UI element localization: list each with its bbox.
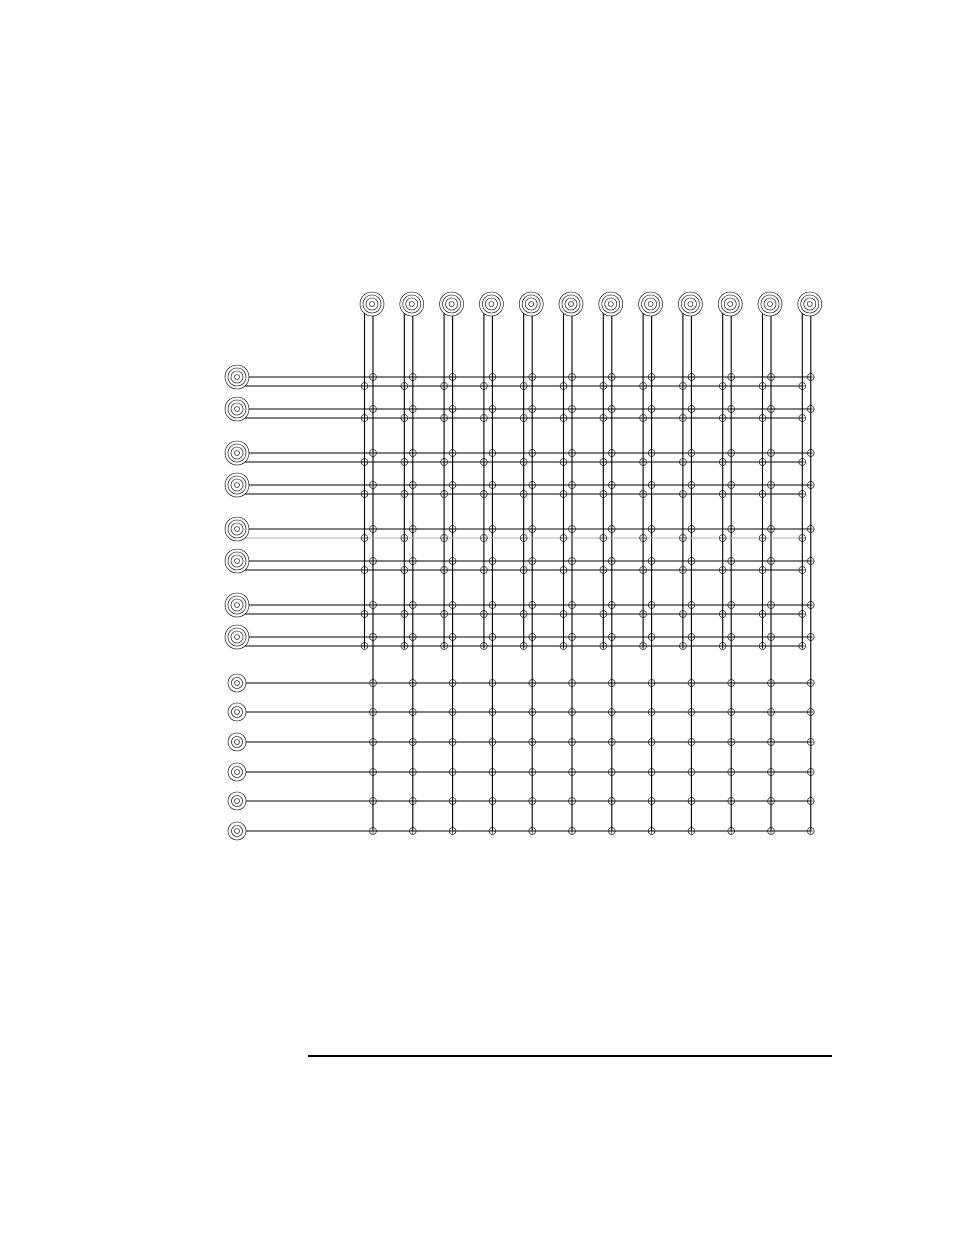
- junction-s3-c9: [688, 739, 695, 746]
- junction-r5-c12: [807, 526, 814, 533]
- junction-lower-r5-c7: [600, 535, 607, 542]
- junction-lower-r2-c9: [680, 415, 687, 422]
- junction-lower-r3-c12: [799, 459, 806, 466]
- junction-r1-c1: [370, 374, 377, 381]
- junction-r3-c4: [489, 450, 496, 457]
- junction-lower-r5-c3: [441, 535, 448, 542]
- junction-r3-c12: [807, 450, 814, 457]
- junction-r3-c7: [608, 450, 615, 457]
- junction-lower-r5-c8: [640, 535, 647, 542]
- junction-lower-r3-c3: [441, 459, 448, 466]
- junction-s3-c5: [529, 739, 536, 746]
- junction-r5-c9: [688, 526, 695, 533]
- junction-r8-c7: [608, 634, 615, 641]
- junction-r3-c8: [648, 450, 655, 457]
- junction-lower-r3-c7: [600, 459, 607, 466]
- junction-lower-r1-c2: [401, 383, 408, 390]
- junction-r5-c1: [370, 526, 377, 533]
- junction-r6-c2: [409, 558, 416, 565]
- single-row-terminal-3: [228, 733, 246, 751]
- column-terminal-11: [758, 292, 782, 316]
- junction-r2-c9: [688, 406, 695, 413]
- junction-lower-r6-c1: [361, 567, 368, 574]
- junction-r6-c10: [728, 558, 735, 565]
- junction-lower-r6-c9: [680, 567, 687, 574]
- junction-r1-c4: [489, 374, 496, 381]
- junction-lower-r8-c4: [481, 643, 488, 650]
- junction-r7-c8: [648, 602, 655, 609]
- junction-s2-c10: [728, 709, 735, 716]
- junction-s5-c10: [728, 798, 735, 805]
- junction-s3-c10: [728, 739, 735, 746]
- junction-r2-c11: [768, 406, 775, 413]
- junction-s2-c5: [529, 709, 536, 716]
- junction-s4-c8: [648, 769, 655, 776]
- junction-lower-r8-c2: [401, 643, 408, 650]
- junction-s6-c6: [569, 828, 576, 835]
- junction-s4-c5: [529, 769, 536, 776]
- junction-lower-r1-c11: [759, 383, 766, 390]
- row-terminal-2: [225, 397, 249, 421]
- junction-s5-c7: [608, 798, 615, 805]
- junction-r7-c7: [608, 602, 615, 609]
- junction-lower-r6-c12: [799, 567, 806, 574]
- junction-s3-c3: [449, 739, 456, 746]
- junction-lower-r4-c12: [799, 491, 806, 498]
- junction-s1-c5: [529, 680, 536, 687]
- single-row-terminal-5: [228, 792, 246, 810]
- junction-lower-r6-c10: [719, 567, 726, 574]
- column-terminal-9: [678, 292, 702, 316]
- junction-s6-c8: [648, 828, 655, 835]
- junction-r8-c11: [768, 634, 775, 641]
- junction-s2-c11: [768, 709, 775, 716]
- junction-r4-c4: [489, 482, 496, 489]
- junction-s5-c11: [768, 798, 775, 805]
- junction-s3-c1: [370, 739, 377, 746]
- junction-lower-r7-c4: [481, 611, 488, 618]
- junction-s1-c11: [768, 680, 775, 687]
- junction-lower-r4-c10: [719, 491, 726, 498]
- junction-r2-c8: [648, 406, 655, 413]
- junction-r6-c5: [529, 558, 536, 565]
- junction-s4-c11: [768, 769, 775, 776]
- junction-s4-c6: [569, 769, 576, 776]
- junction-r4-c1: [370, 482, 377, 489]
- junction-s6-c9: [688, 828, 695, 835]
- junction-lower-r7-c12: [799, 611, 806, 618]
- junction-r4-c3: [449, 482, 456, 489]
- junction-lower-r4-c7: [600, 491, 607, 498]
- junction-lower-r7-c10: [719, 611, 726, 618]
- junction-lower-r5-c10: [719, 535, 726, 542]
- junction-s1-c7: [608, 680, 615, 687]
- junction-lower-r6-c11: [759, 567, 766, 574]
- junction-s6-c2: [409, 828, 416, 835]
- junction-s4-c4: [489, 769, 496, 776]
- junction-r8-c1: [370, 634, 377, 641]
- single-row-terminal-2: [228, 703, 246, 721]
- junction-lower-r4-c1: [361, 491, 368, 498]
- junction-r3-c9: [688, 450, 695, 457]
- single-row-terminal-4: [228, 763, 246, 781]
- column-terminal-7: [599, 292, 623, 316]
- junction-lower-r8-c1: [361, 643, 368, 650]
- junction-lower-r2-c2: [401, 415, 408, 422]
- junction-lower-r8-c9: [680, 643, 687, 650]
- junction-r5-c8: [648, 526, 655, 533]
- junction-s2-c8: [648, 709, 655, 716]
- junction-lower-r2-c10: [719, 415, 726, 422]
- junction-lower-r8-c5: [520, 643, 527, 650]
- junction-lower-r2-c4: [481, 415, 488, 422]
- junction-lower-r3-c9: [680, 459, 687, 466]
- junction-r5-c7: [608, 526, 615, 533]
- column-terminal-5: [519, 292, 543, 316]
- junction-s4-c7: [608, 769, 615, 776]
- junction-r3-c2: [409, 450, 416, 457]
- junction-lower-r6-c7: [600, 567, 607, 574]
- junction-lower-r6-c5: [520, 567, 527, 574]
- junction-r8-c4: [489, 634, 496, 641]
- junction-lower-r7-c2: [401, 611, 408, 618]
- junction-s6-c1: [370, 828, 377, 835]
- junction-r1-c10: [728, 374, 735, 381]
- junction-s1-c3: [449, 680, 456, 687]
- junction-s1-c9: [688, 680, 695, 687]
- junction-s2-c6: [569, 709, 576, 716]
- junction-lower-r6-c2: [401, 567, 408, 574]
- junction-s3-c8: [648, 739, 655, 746]
- junction-r7-c3: [449, 602, 456, 609]
- junction-r4-c8: [648, 482, 655, 489]
- junction-lower-r6-c4: [481, 567, 488, 574]
- junction-lower-r1-c6: [560, 383, 567, 390]
- junction-r1-c9: [688, 374, 695, 381]
- junction-r6-c6: [569, 558, 576, 565]
- junction-r7-c4: [489, 602, 496, 609]
- junction-r7-c1: [370, 602, 377, 609]
- junction-r4-c10: [728, 482, 735, 489]
- junction-s5-c4: [489, 798, 496, 805]
- footer-rule: [308, 1055, 832, 1057]
- junction-lower-r2-c5: [520, 415, 527, 422]
- junction-lower-r3-c8: [640, 459, 647, 466]
- junction-lower-r1-c3: [441, 383, 448, 390]
- column-terminal-8: [639, 292, 663, 316]
- row-terminal-3: [225, 441, 249, 465]
- junction-s5-c2: [409, 798, 416, 805]
- junction-s1-c2: [409, 680, 416, 687]
- junction-r2-c12: [807, 406, 814, 413]
- junction-lower-r8-c12: [799, 643, 806, 650]
- row-terminal-6: [225, 549, 249, 573]
- junction-lower-r1-c12: [799, 383, 806, 390]
- junction-r8-c10: [728, 634, 735, 641]
- junction-s6-c12: [807, 828, 814, 835]
- junction-s3-c12: [807, 739, 814, 746]
- junction-r2-c4: [489, 406, 496, 413]
- junction-lower-r3-c10: [719, 459, 726, 466]
- junction-lower-r3-c1: [361, 459, 368, 466]
- junction-r5-c11: [768, 526, 775, 533]
- junction-s2-c1: [370, 709, 377, 716]
- junction-s2-c7: [608, 709, 615, 716]
- junction-s3-c11: [768, 739, 775, 746]
- junction-r8-c12: [807, 634, 814, 641]
- junction-r1-c3: [449, 374, 456, 381]
- junction-lower-r4-c2: [401, 491, 408, 498]
- junction-r7-c10: [728, 602, 735, 609]
- junction-r5-c3: [449, 526, 456, 533]
- junction-lower-r3-c2: [401, 459, 408, 466]
- row-terminal-8: [225, 625, 249, 649]
- row-terminal-7: [225, 593, 249, 617]
- junction-r2-c6: [569, 406, 576, 413]
- junction-lower-r6-c6: [560, 567, 567, 574]
- junction-lower-r4-c8: [640, 491, 647, 498]
- junction-r4-c11: [768, 482, 775, 489]
- junction-s1-c1: [370, 680, 377, 687]
- junction-r6-c8: [648, 558, 655, 565]
- junction-s1-c8: [648, 680, 655, 687]
- junction-r6-c1: [370, 558, 377, 565]
- junction-s3-c6: [569, 739, 576, 746]
- junction-r7-c2: [409, 602, 416, 609]
- junction-s2-c3: [449, 709, 456, 716]
- junction-r3-c6: [569, 450, 576, 457]
- junction-s2-c12: [807, 709, 814, 716]
- junction-r3-c10: [728, 450, 735, 457]
- junction-lower-r4-c4: [481, 491, 488, 498]
- junction-r3-c5: [529, 450, 536, 457]
- junction-s5-c9: [688, 798, 695, 805]
- junction-lower-r1-c1: [361, 383, 368, 390]
- junction-r7-c11: [768, 602, 775, 609]
- junction-lower-r5-c6: [560, 535, 567, 542]
- junction-r1-c11: [768, 374, 775, 381]
- junction-r6-c7: [608, 558, 615, 565]
- junction-lower-r5-c12: [799, 535, 806, 542]
- junction-r7-c12: [807, 602, 814, 609]
- junction-lower-r5-c2: [401, 535, 408, 542]
- junction-r5-c6: [569, 526, 576, 533]
- column-terminal-10: [718, 292, 742, 316]
- junction-lower-r1-c10: [719, 383, 726, 390]
- junction-r1-c8: [648, 374, 655, 381]
- junction-r2-c1: [370, 406, 377, 413]
- column-terminal-12: [798, 292, 822, 316]
- junction-lower-r2-c1: [361, 415, 368, 422]
- junction-lower-r2-c7: [600, 415, 607, 422]
- junction-s6-c7: [608, 828, 615, 835]
- junction-s3-c4: [489, 739, 496, 746]
- junction-lower-r4-c3: [441, 491, 448, 498]
- junction-s1-c10: [728, 680, 735, 687]
- junction-lower-r8-c11: [759, 643, 766, 650]
- junction-s6-c3: [449, 828, 456, 835]
- junction-s6-c5: [529, 828, 536, 835]
- junction-r6-c12: [807, 558, 814, 565]
- junction-lower-r5-c11: [759, 535, 766, 542]
- junction-r2-c3: [449, 406, 456, 413]
- junction-lower-r7-c11: [759, 611, 766, 618]
- junction-s6-c4: [489, 828, 496, 835]
- junction-r7-c6: [569, 602, 576, 609]
- junction-lower-r3-c11: [759, 459, 766, 466]
- junction-s5-c8: [648, 798, 655, 805]
- row-terminal-1: [225, 365, 249, 389]
- junction-r2-c7: [608, 406, 615, 413]
- junction-r4-c12: [807, 482, 814, 489]
- junction-lower-r3-c4: [481, 459, 488, 466]
- junction-lower-r4-c11: [759, 491, 766, 498]
- junction-r8-c5: [529, 634, 536, 641]
- junction-r7-c9: [688, 602, 695, 609]
- junction-r1-c6: [569, 374, 576, 381]
- junction-lower-r3-c5: [520, 459, 527, 466]
- junction-r3-c11: [768, 450, 775, 457]
- column-terminal-3: [440, 292, 464, 316]
- junction-lower-r4-c9: [680, 491, 687, 498]
- junction-r5-c4: [489, 526, 496, 533]
- junction-r4-c9: [688, 482, 695, 489]
- junction-s2-c2: [409, 709, 416, 716]
- junction-r5-c5: [529, 526, 536, 533]
- junction-lower-r6-c3: [441, 567, 448, 574]
- junction-r2-c5: [529, 406, 536, 413]
- junction-r2-c10: [728, 406, 735, 413]
- junction-s5-c6: [569, 798, 576, 805]
- junction-s1-c4: [489, 680, 496, 687]
- junction-r8-c6: [569, 634, 576, 641]
- junction-r1-c12: [807, 374, 814, 381]
- junction-s2-c9: [688, 709, 695, 716]
- junction-r3-c1: [370, 450, 377, 457]
- junction-r2-c2: [409, 406, 416, 413]
- junction-lower-r7-c3: [441, 611, 448, 618]
- junction-s4-c12: [807, 769, 814, 776]
- junction-r6-c11: [768, 558, 775, 565]
- junction-s4-c2: [409, 769, 416, 776]
- junction-s4-c3: [449, 769, 456, 776]
- junction-r6-c3: [449, 558, 456, 565]
- junction-lower-r3-c6: [560, 459, 567, 466]
- junction-s3-c2: [409, 739, 416, 746]
- junction-lower-r2-c6: [560, 415, 567, 422]
- junction-r6-c9: [688, 558, 695, 565]
- junction-s4-c1: [370, 769, 377, 776]
- junction-lower-r8-c7: [600, 643, 607, 650]
- row-terminal-5: [225, 517, 249, 541]
- junction-lower-r4-c5: [520, 491, 527, 498]
- junction-lower-r8-c6: [560, 643, 567, 650]
- junction-lower-r7-c1: [361, 611, 368, 618]
- junction-s2-c4: [489, 709, 496, 716]
- junction-lower-r7-c7: [600, 611, 607, 618]
- junction-lower-r1-c8: [640, 383, 647, 390]
- junction-s4-c9: [688, 769, 695, 776]
- junction-r5-c10: [728, 526, 735, 533]
- junction-lower-r1-c7: [600, 383, 607, 390]
- junction-r3-c3: [449, 450, 456, 457]
- junction-lower-r8-c3: [441, 643, 448, 650]
- junction-lower-r7-c6: [560, 611, 567, 618]
- junction-s5-c1: [370, 798, 377, 805]
- single-row-terminal-1: [228, 674, 246, 692]
- junction-lower-r8-c10: [719, 643, 726, 650]
- junction-s5-c3: [449, 798, 456, 805]
- junction-s1-c6: [569, 680, 576, 687]
- junction-lower-r2-c3: [441, 415, 448, 422]
- junction-r8-c2: [409, 634, 416, 641]
- junction-r4-c7: [608, 482, 615, 489]
- junction-lower-r6-c8: [640, 567, 647, 574]
- row-terminal-4: [225, 473, 249, 497]
- junction-r8-c8: [648, 634, 655, 641]
- junction-lower-r1-c9: [680, 383, 687, 390]
- junction-lower-r7-c9: [680, 611, 687, 618]
- junction-lower-r5-c5: [520, 535, 527, 542]
- junction-s1-c12: [807, 680, 814, 687]
- junction-lower-r2-c11: [759, 415, 766, 422]
- junction-lower-r8-c8: [640, 643, 647, 650]
- junction-lower-r4-c6: [560, 491, 567, 498]
- column-terminal-6: [559, 292, 583, 316]
- junction-lower-r2-c8: [640, 415, 647, 422]
- junction-lower-r5-c1: [361, 535, 368, 542]
- junction-s4-c10: [728, 769, 735, 776]
- junction-r4-c2: [409, 482, 416, 489]
- junction-s5-c5: [529, 798, 536, 805]
- junction-r1-c5: [529, 374, 536, 381]
- junction-lower-r7-c5: [520, 611, 527, 618]
- single-row-terminal-6: [228, 822, 246, 840]
- junction-r6-c4: [489, 558, 496, 565]
- junction-lower-r5-c9: [680, 535, 687, 542]
- column-terminal-4: [479, 292, 503, 316]
- junction-lower-r7-c8: [640, 611, 647, 618]
- junction-lower-r5-c4: [481, 535, 488, 542]
- junction-r8-c9: [688, 634, 695, 641]
- junction-s5-c12: [807, 798, 814, 805]
- junction-r4-c5: [529, 482, 536, 489]
- junction-r4-c6: [569, 482, 576, 489]
- junction-r1-c2: [409, 374, 416, 381]
- junction-lower-r2-c12: [799, 415, 806, 422]
- column-terminal-1: [360, 292, 384, 316]
- junction-s3-c7: [608, 739, 615, 746]
- junction-lower-r1-c4: [481, 383, 488, 390]
- junction-r8-c3: [449, 634, 456, 641]
- junction-r7-c5: [529, 602, 536, 609]
- column-terminal-2: [400, 292, 424, 316]
- junction-r5-c2: [409, 526, 416, 533]
- junction-s6-c10: [728, 828, 735, 835]
- junction-layer: [361, 374, 814, 835]
- junction-r1-c7: [608, 374, 615, 381]
- junction-lower-r1-c5: [520, 383, 527, 390]
- junction-s6-c11: [768, 828, 775, 835]
